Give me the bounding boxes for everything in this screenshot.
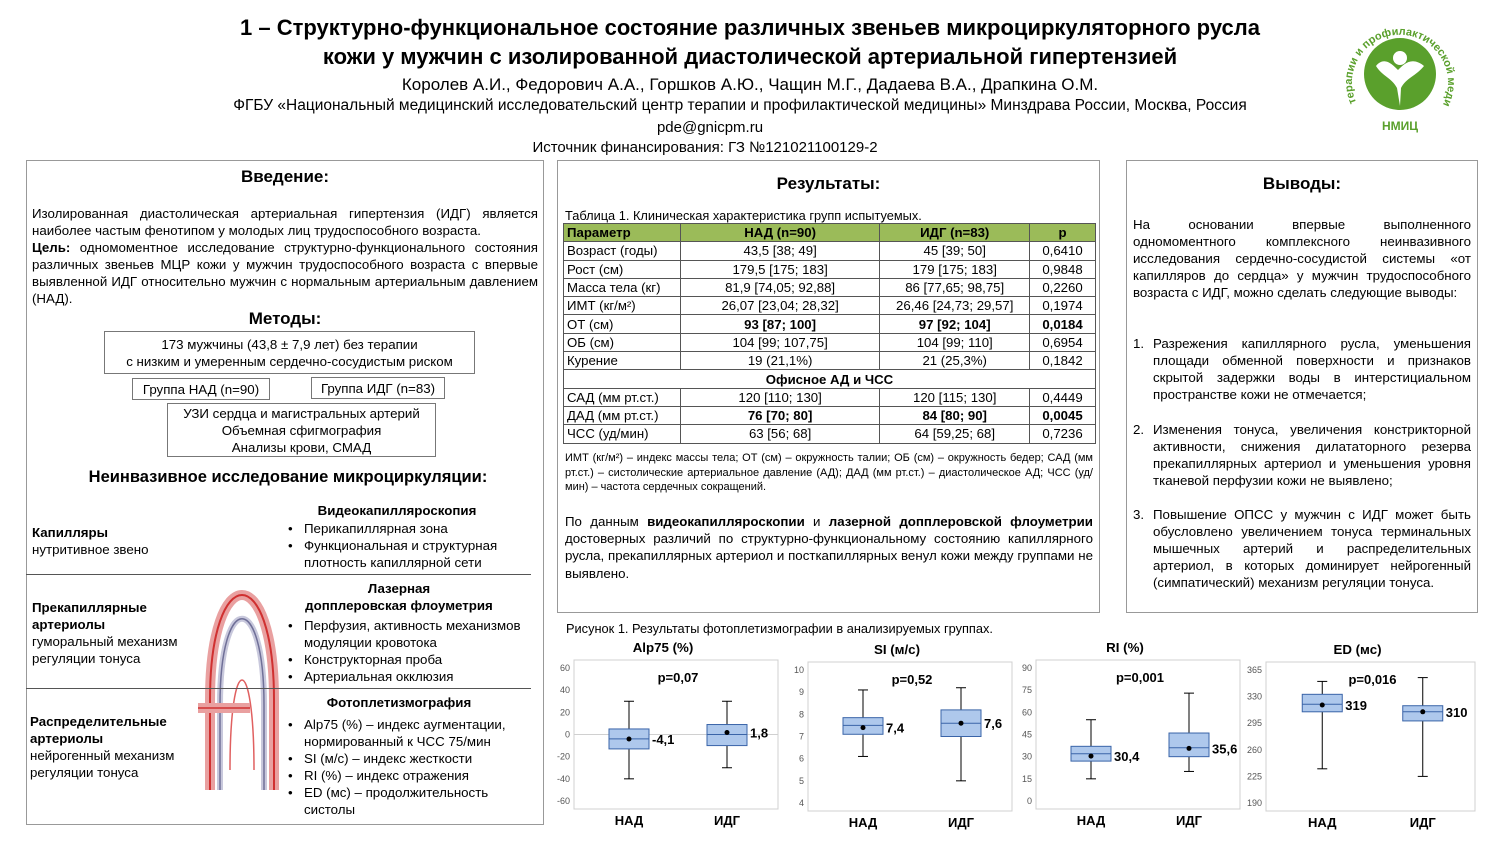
cell: Рост (см) [564,260,681,278]
mean-label: -4,1 [652,732,675,748]
y-tick-label: 4 [798,798,804,808]
ppg-item: • RI (%) – индекс отражения [286,767,536,784]
cell: Возраст (годы) [564,242,681,260]
cell: 43,5 [38; 49] [680,242,880,260]
cell: САД (мм рт.ст.) [564,388,681,406]
results-text [565,513,1093,582]
y-tick-label: 90 [1021,663,1032,673]
cell: 0,7236 [1030,425,1096,443]
cell: 0,1974 [1030,297,1096,315]
p-value: p=0,52 [891,672,933,687]
cell: 21 (25,3%) [880,352,1030,370]
exams-line1: УЗИ сердца и магистральных артерий [183,406,420,421]
cell: 93 [87; 100] [680,315,880,333]
mean-label: 7,6 [984,716,1003,732]
cell: 86 [77,65; 98,75] [880,278,1030,296]
vcs-list [286,520,536,571]
cell: 179 [175; 183] [880,260,1030,278]
table-row [564,406,1096,424]
cell: 0,6410 [1030,242,1096,260]
table-row [564,297,1096,315]
table-row [564,278,1096,296]
chart-ri [1010,638,1250,828]
group-idg-box: Группа ИДГ (n=83) [311,377,445,399]
divider-1 [26,574,531,575]
col-header: НАД (n=90) [680,224,880,242]
y-tick-label: 6 [798,753,804,764]
vcs-item-cont-text: плотность капиллярной сети [304,555,482,570]
ldf-item: • Конструкторная проба [286,651,542,668]
intro-title: Введение: [240,167,330,186]
category-label: ИДГ [1176,813,1202,828]
vcs-item: • Функциональная и структурная [286,537,536,554]
distr-sub-2: регуляции тонуса [30,765,139,780]
table-row [564,242,1096,260]
conclusion-num: 1. [1133,336,1145,351]
ppg-item: • SI (м/с) – индекс жесткости [286,750,536,767]
conclusion-num: 2. [1133,422,1145,437]
y-tick-label: 20 [559,707,570,718]
conclusion-item [1133,421,1471,489]
mean-marker [725,730,730,735]
table-row [564,352,1096,370]
ppg-item-cont-text: нормированный к ЧСС 75/мин [304,734,491,749]
cell: 19 (21,1%) [680,352,880,370]
group-nad-box: Группа НАД (n=90) [132,378,270,400]
poster-title-line1: 1 – Структурно-функциональное состояние различных звеньев микроциркуляторного русла [240,15,1260,40]
funding: Источник финансирования: ГЗ №121021100129-2 [532,139,878,156]
chart-alp75 [548,638,788,828]
mean-marker [1187,746,1192,751]
mean-label: 30,4 [1114,749,1140,765]
results-text-part: достоверных различий по структурно-функциональному состоянию капиллярного русла, прекапиллярных артериол и посткапиллярных венул кожи между группами не выявлено. [565,531,1093,581]
cohort-line1: 173 мужчины (43,8 ± 7,9 лет) без терапии [161,337,418,352]
y-tick-label: 225 [1246,771,1262,782]
cell: 0,9848 [1030,260,1096,278]
mean-label: 319 [1345,697,1367,713]
goal-label: Цель: [32,240,71,255]
p-value: p=0,016 [1348,672,1397,687]
col-header: p [1030,224,1096,242]
ldf-list [286,617,542,685]
y-tick-label: 75 [1021,685,1032,696]
divider-2 [26,688,531,689]
chart-title: Alp75 (%) [632,640,694,655]
ppg-list [286,716,536,818]
microvessel-illustration [190,520,290,800]
cell: 64 [59,25; 68] [880,425,1030,443]
conclusion-text: Разрежения капиллярного русла, уменьшения площади обменной поверхности и признаков скрытой задержки воды в интерстициальном пространстве кожи не отмечается; [1153,336,1471,402]
results-title: Результаты: [776,174,881,193]
precap-title-1: Прекапиллярные [32,600,147,615]
y-tick-label: 5 [798,775,804,786]
conclusion-item [1133,506,1471,591]
cell: 0,0184 [1030,315,1096,333]
mean-marker [1420,709,1425,714]
mean-label: 310 [1445,704,1468,720]
y-tick-label: 60 [559,663,570,673]
results-text-bold: видеокапилляроскопии [647,514,805,529]
distr-title-1: Распределительные [30,714,167,729]
chart-svg [1240,640,1485,830]
y-tick-label: 365 [1246,665,1262,675]
cell: Курение [564,352,681,370]
section-cell: Офисное АД и ЧСС [564,370,1096,388]
y-tick-label: -20 [556,751,570,762]
y-tick-label: 8 [798,709,804,720]
cell: 84 [80; 90] [880,406,1030,424]
cell: 97 [92; 104] [880,315,1030,333]
cell: 0,6954 [1030,333,1096,351]
conclusion-item [1133,335,1471,403]
chart-title: RI (%) [1106,640,1144,655]
chart-title: SI (м/с) [873,642,921,657]
conclusions-title: Выводы: [1262,174,1342,193]
vcs-item-cont [286,554,536,571]
results-text-bold: лазерной допплеровской флоуметрии [828,514,1093,529]
precap-sub-2: регуляции тонуса [32,651,141,666]
chart-svg [782,640,1022,830]
conclusion-num: 3. [1133,507,1145,522]
table-caption: Таблица 1. Клиническая характеристика групп испытуемых. [565,208,922,223]
precap-title-2: артериолы [32,617,106,632]
mean-marker [1320,702,1325,707]
ldf-item: • Перфузия, активность механизмов [286,617,542,634]
abbreviations: ИМТ (кг/м²) – индекс массы тела; ОТ (см) – окружность талии; ОБ (см) – окружность бедер; САД (мм рт.ст.) – систолические артериальное давление (АД); ДАД (мм рт.ст.) – диастолическое АД; ЧСС (уд/мин) – частота сердечных сокращений. [565,452,1093,493]
distr-sub-1: нейрогенный механизм [30,748,175,763]
exams-line2: Объемная сфигмография [221,423,382,438]
vcs-title: Видеокапилляроскопия [317,503,477,518]
category-label: ИДГ [1409,815,1436,830]
cell: 0,4449 [1030,388,1096,406]
email: pde@gnicpm.ru [656,119,764,136]
category-label: НАД [1307,815,1337,830]
cohort-box [104,331,475,374]
mean-marker [1089,754,1094,759]
nmic-logo [1340,14,1460,139]
table-row [564,333,1096,351]
p-value: p=0,07 [657,670,699,685]
poster-title-line2: кожи у мужчин с изолированной диастолической артериальной гипертензией [322,44,1178,69]
cell: ОБ (см) [564,333,681,351]
mean-label: 7,4 [886,720,905,736]
chart-ed [1240,640,1485,830]
affiliation: ФГБУ «Национальный медицинский исследовательский центр терапии и профилактической медицины» Минздрава России, Москва, Россия [233,97,1247,114]
ldf-title-2: допплеровская флоуметрия [305,598,493,613]
cell: Масса тела (кг) [564,278,681,296]
y-tick-label: 60 [1021,707,1032,718]
intro-paragraph: Изолированная диастолическая артериальная гипертензия (ИДГ) является наиболее частым фенотипом у молодых лиц трудоспособного возраста. [32,206,538,238]
conclusion-text: Изменения тонуса, увеличения констрикторной активности, снижения дилататорного резерва прекапиллярных артериол и уменьшения уровня тканевой перфузии кожи не выявлено; [1153,422,1471,488]
capillaries-sub: нутритивное звено [32,542,149,557]
noninvasive-title: Неинвазивное исследование микроциркуляции: [88,468,488,486]
y-tick-label: 7 [798,731,804,742]
cell: 81,9 [74,05; 92,88] [680,278,880,296]
results-text-part: и [804,514,829,529]
conclusion-text: Повышение ОПСС у мужчин с ИДГ может быть обусловлено увеличением тонуса терминальных мышечных артерий и распределительных артериол, в которых доминирует нейрогенный (симпатический) механизм регуляции тонуса. [1153,507,1471,590]
cell: 104 [99; 107,75] [680,333,880,351]
cell: 0,0045 [1030,406,1096,424]
distr-title-2: артериолы [30,731,104,746]
y-tick-label: 0 [1026,796,1032,806]
mean-marker [861,725,866,730]
col-header: ИДГ (n=83) [880,224,1030,242]
clinical-table [563,223,1096,444]
category-label: ИДГ [714,813,740,828]
logo-arc-text: терапии и профилактической меди [1342,25,1458,109]
results-text-part: По данным [565,514,648,529]
chart-title: ED (мс) [1333,642,1382,657]
cell: 0,2260 [1030,278,1096,296]
table-row [564,388,1096,406]
intro-text [32,205,538,307]
vcs-item: • Перикапиллярная зона [286,520,536,537]
y-tick-label: 190 [1246,798,1262,808]
cell: ОТ (см) [564,315,681,333]
figure-caption: Рисунок 1. Результаты фотоплетизмографии в анализируемых группах. [566,621,993,636]
ppg-item-cont [286,801,536,818]
y-tick-label: 40 [559,685,570,696]
y-tick-label: 30 [1021,751,1032,762]
table-section-row [564,370,1096,388]
y-tick-label: 330 [1246,691,1262,702]
y-tick-label: -40 [556,773,570,784]
cell: 26,46 [24,73; 29,57] [880,297,1030,315]
chart-svg [548,638,788,828]
cell: 104 [99; 110] [880,333,1030,351]
logo-bottom-text: НМИЦ [1381,119,1419,133]
exams-box [167,403,436,457]
conclusions-intro: На основании впервые выполненного одномоментного комплексного неинвазивного исследования сердечно-сосудистой системы «от капилляров до сердца» у мужчин трудоспособного возраста с ИДГ, можно сделать следующие выводы: [1133,217,1471,300]
authors: Королев А.И., Федорович А.А., Горшков А.Ю., Чащин М.Г., Дадаева В.А., Драпкина О.М. [401,75,1099,94]
ppg-item: • Alp75 (%) – индекс аугментации, [286,716,536,733]
mean-label: 35,6 [1212,741,1238,757]
table-header-row [564,224,1096,242]
box-iqr [707,725,747,746]
y-tick-label: 0 [564,729,570,740]
cell: ДАД (мм рт.ст.) [564,406,681,424]
category-label: НАД [848,815,878,830]
methods-title: Методы: [248,309,322,328]
table-row [564,260,1096,278]
ppg-item: • ED (мс) – продолжительность [286,784,536,801]
chart-svg [1010,638,1250,828]
cell: 179,5 [175; 183] [680,260,880,278]
ldf-item: • Артериальная окклюзия [286,668,542,685]
cell: 45 [39; 50] [880,242,1030,260]
ppg-title: Фотоплетизмография [326,695,472,710]
category-label: ИДГ [948,815,974,830]
ppg-item-cont [286,733,536,750]
y-tick-label: 9 [798,687,804,698]
table-row [564,425,1096,443]
y-tick-label: 10 [793,665,804,675]
cell: 63 [56; 68] [680,425,880,443]
p-value: p=0,001 [1115,670,1165,685]
ldf-item-cont [286,634,542,651]
cell: ЧСС (уд/мин) [564,425,681,443]
mean-marker [627,737,632,742]
cell: 0,1842 [1030,352,1096,370]
y-tick-label: 45 [1021,729,1032,740]
ppg-item-cont-text: систолы [304,802,356,817]
chart-si [782,640,1022,830]
goal-text: одномоментное исследование структурно-функционального состояния различных звеньев МЦР кожи у мужчин трудоспособного возраста с впервые выявленной ИДГ относительно мужчин с нормальным артериальным давлением (НАД). [32,240,538,306]
y-tick-label: 295 [1246,718,1262,729]
cell: 26,07 [23,04; 28,32] [680,297,880,315]
ldf-item-cont-text: модуляции кровотока [304,635,437,650]
cell: 120 [110; 130] [680,388,880,406]
capillaries-title: Капилляры [32,525,109,540]
mean-label: 1,8 [750,725,769,741]
y-tick-label: -60 [556,796,570,806]
col-header: Параметр [564,224,681,242]
cohort-line2: с низким и умеренным сердечно-сосудистым риском [126,354,453,369]
cell: 76 [70; 80] [680,406,880,424]
ldf-title-1: Лазерная [367,581,431,596]
y-tick-label: 260 [1246,744,1262,755]
category-label: НАД [1076,813,1106,828]
table-row [564,315,1096,333]
cell: 120 [115; 130] [880,388,1030,406]
y-tick-label: 15 [1021,773,1032,784]
category-label: НАД [614,813,644,828]
box-iqr [1169,733,1209,757]
cell: ИМТ (кг/м²) [564,297,681,315]
exams-line3: Анализы крови, СМАД [231,440,372,455]
mean-marker [959,721,964,726]
precap-sub-1: гуморальный механизм [32,634,178,649]
